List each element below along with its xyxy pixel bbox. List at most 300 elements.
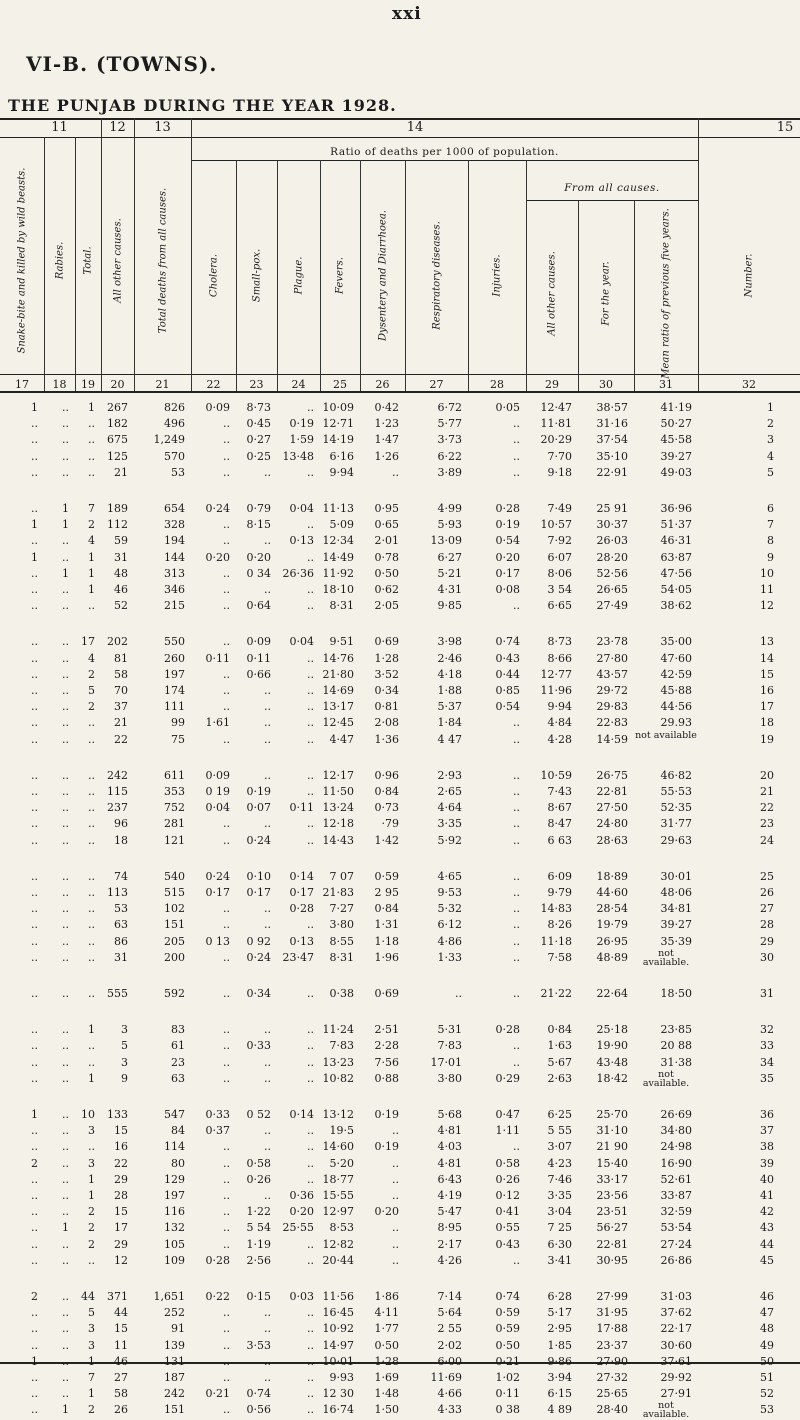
table-cell: 116 (164, 1205, 185, 1219)
table-cell: .. (31, 1124, 38, 1138)
table-cell: 0 34 (246, 566, 271, 580)
table-cell: 53 (760, 1403, 774, 1417)
table-cell: .. (31, 1338, 38, 1352)
table-cell: 45 (760, 1253, 774, 1267)
table-cell: 45·88 (660, 684, 692, 697)
table-cell: 28·40 (596, 1403, 628, 1417)
table-cell: 44 (760, 1237, 774, 1251)
table-cell: .. (31, 801, 38, 815)
table-cell: .. (62, 1124, 69, 1138)
table-cell: .. (392, 1253, 399, 1267)
table-cell: 0·78 (374, 550, 399, 564)
table-cell: not available. (642, 947, 690, 968)
table-cell: 21·83 (322, 886, 354, 899)
table-cell: .. (307, 1306, 314, 1320)
table-cell: .. (264, 1306, 271, 1320)
table-cell: 14 (760, 651, 774, 665)
table-cell: 22 (114, 1156, 128, 1170)
table-cell: 53 (114, 902, 128, 916)
table-cell: 0·47 (495, 1108, 520, 1121)
table-cell: 1,249 (153, 433, 185, 447)
table-cell: 5·92 (437, 833, 462, 847)
table-cell: 14·76 (322, 651, 354, 665)
table-cell: 29·83 (596, 700, 628, 714)
table-cell: .. (31, 583, 38, 596)
table-cell: 197 (164, 667, 185, 681)
table-cell: .. (31, 833, 38, 847)
table-cell: .. (307, 1156, 314, 1170)
table-cell: 0·26 (495, 1172, 520, 1186)
table-cell: .. (62, 1156, 69, 1170)
table-cell: 0·74 (495, 635, 520, 649)
table-cell: .. (307, 1237, 314, 1251)
table-cell: .. (513, 1253, 520, 1267)
table-cell: 20 88 (660, 1039, 692, 1053)
table-cell: 0·20 (246, 550, 271, 564)
table-cell: 1·84 (437, 716, 462, 730)
table-cell: 13 (760, 635, 774, 649)
table-cell: 12 (760, 599, 774, 613)
table-cell: .. (223, 1140, 230, 1154)
table-cell: .. (223, 1322, 230, 1336)
table-cell: 1·77 (374, 1322, 399, 1336)
table-cell: 44·60 (596, 886, 628, 899)
table-cell: 22·83 (596, 716, 628, 730)
table-cell: 44 (114, 1306, 128, 1320)
table-cell: 0 92 (246, 934, 271, 948)
table-cell: 36·96 (660, 502, 692, 515)
table-cell: .. (223, 817, 230, 831)
table-cell: .. (62, 465, 69, 479)
table-cell: .. (307, 833, 314, 847)
table-cell: 7·83 (437, 1039, 462, 1053)
table-cell: 14·49 (322, 550, 354, 564)
table-cell: 8·26 (547, 918, 572, 932)
table-cell: 14·19 (322, 433, 354, 447)
table-cell: .. (88, 1055, 95, 1069)
table-cell: 36 (760, 1108, 774, 1121)
table-cell: 2 (88, 1237, 95, 1251)
table-cell: 4·28 (547, 732, 572, 746)
table-cell: 3·35 (437, 817, 462, 831)
table-cell: 205 (164, 934, 185, 948)
table-cell: .. (513, 1055, 520, 1069)
table-cell: 8 (767, 534, 774, 548)
table-cell: 5·17 (547, 1306, 572, 1320)
column-number: 31 (659, 378, 673, 391)
table-cell: 12·47 (540, 401, 572, 414)
header-fevers: Fevers. (334, 257, 346, 294)
table-cell: 49·03 (660, 465, 692, 479)
column-number: 30 (599, 378, 613, 391)
table-cell: 0·20 (289, 1205, 314, 1219)
table-cell: 1·69 (374, 1371, 399, 1384)
table-cell: .. (88, 902, 95, 916)
table-cell: 194 (164, 534, 185, 548)
table-cell: .. (307, 1338, 314, 1352)
column-number-top: 13 (154, 120, 171, 135)
header-snake: Snake-bite and killed by wild beasts. (16, 167, 28, 354)
rule-all-causes (526, 200, 698, 201)
table-cell: 1 (88, 1387, 95, 1401)
table-cell: 9·86 (547, 1354, 572, 1368)
table-cell: 1 (31, 1108, 38, 1121)
table-cell: 1·42 (374, 833, 399, 847)
table-cell: 29·63 (660, 833, 692, 847)
table-cell: .. (62, 833, 69, 847)
table-cell: .. (88, 449, 95, 463)
table-cell: 12·17 (322, 768, 354, 782)
table-cell: 1·22 (246, 1205, 271, 1219)
table-cell: 4·81 (437, 1124, 462, 1138)
table-cell: 8·66 (547, 651, 572, 665)
table-cell: 28 (114, 1189, 128, 1202)
table-cell: 33·17 (596, 1172, 628, 1186)
table-cell: 1 (88, 1023, 95, 1037)
table-cell: .. (307, 1253, 314, 1267)
table-cell: 0·54 (495, 700, 520, 714)
table-cell: .. (62, 1253, 69, 1267)
table-cell: 40 (760, 1172, 774, 1186)
table-cell: .. (307, 401, 314, 414)
table-cell: 1 (62, 518, 69, 532)
table-cell: 0·14 (289, 1108, 314, 1121)
table-cell: 27 (760, 902, 774, 916)
table-cell: 187 (164, 1371, 185, 1384)
table-cell: 11·24 (322, 1023, 354, 1037)
table-cell: 0·50 (495, 1338, 520, 1352)
table-cell: .. (62, 950, 69, 964)
table-cell: .. (31, 1172, 38, 1186)
table-cell: 2·95 (547, 1322, 572, 1336)
table-cell: .. (307, 599, 314, 613)
table-cell: .. (62, 401, 69, 414)
table-cell: 27 (114, 1371, 128, 1384)
table-cell: 19 (760, 732, 774, 746)
table-cell: 0·24 (205, 869, 230, 883)
table-cell: not available (635, 729, 697, 741)
table-cell: 8·55 (329, 934, 354, 948)
table-cell: 0·28 (289, 902, 314, 916)
table-cell: 27·90 (596, 1354, 628, 1368)
table-cell: 15 (114, 1322, 128, 1336)
table-cell: 0·04 (289, 635, 314, 649)
table-cell: 826 (164, 401, 185, 414)
section-heading: VI-B. (TOWNS). (26, 52, 218, 76)
table-cell: 1·48 (374, 1387, 399, 1401)
table-cell: 0·59 (374, 869, 399, 883)
table-cell: 0·74 (246, 1387, 271, 1401)
table-cell: 4·11 (374, 1306, 399, 1320)
table-cell: 74 (114, 869, 128, 883)
table-cell: 0·11 (289, 801, 314, 815)
table-cell: 0·43 (495, 651, 520, 665)
table-cell: .. (62, 433, 69, 447)
table-cell: 37·54 (596, 433, 628, 447)
table-cell: 10·59 (540, 768, 572, 782)
table-cell: 61 (171, 1039, 185, 1053)
table-cell: 56·27 (596, 1221, 628, 1235)
table-cell: 151 (164, 918, 185, 932)
table-cell: 63 (171, 1071, 185, 1085)
table-cell: .. (307, 1354, 314, 1368)
table-cell: 30·01 (660, 869, 692, 883)
table-cell: 21·22 (540, 987, 572, 1000)
table-cell: 30·60 (660, 1338, 692, 1352)
table-cell: 41·19 (660, 401, 692, 414)
table-cell: 10·57 (540, 518, 572, 532)
table-cell: 5 55 (547, 1124, 572, 1138)
table-cell: .. (223, 918, 230, 932)
table-cell: 26·65 (596, 583, 628, 596)
table-cell: .. (223, 732, 230, 746)
table-cell: 17 (760, 700, 774, 714)
table-cell: 1·11 (495, 1124, 520, 1138)
column-divider (191, 118, 192, 391)
table-cell: .. (513, 785, 520, 798)
table-cell: 1·18 (374, 934, 399, 948)
table-cell: 86 (114, 934, 128, 948)
table-cell: 252 (164, 1306, 185, 1320)
table-cell: .. (31, 1371, 38, 1384)
table-cell: 5 (767, 465, 774, 479)
table-cell: 27·32 (596, 1371, 628, 1384)
table-cell: .. (62, 1172, 69, 1186)
table-cell: 31·77 (660, 817, 692, 831)
table-cell: 30 (760, 950, 774, 964)
table-cell: 8·06 (547, 566, 572, 580)
column-divider (698, 118, 699, 391)
table-cell: .. (223, 1055, 230, 1069)
column-number-top: 11 (51, 120, 68, 135)
table-cell: .. (307, 1023, 314, 1037)
table-cell: 31·10 (596, 1124, 628, 1138)
table-cell: 44 (81, 1290, 95, 1303)
table-cell: .. (62, 1338, 69, 1352)
table-cell: 6·25 (547, 1108, 572, 1121)
table-cell: 4·65 (437, 869, 462, 883)
table-cell: 0·34 (374, 684, 399, 697)
table-cell: 281 (164, 817, 185, 831)
table-cell: 4·84 (547, 716, 572, 730)
table-cell: 15 (760, 667, 774, 681)
column-divider (634, 200, 635, 391)
table-cell: 13·09 (430, 534, 462, 548)
table-cell: 34·81 (660, 902, 692, 916)
table-cell: 15·40 (596, 1156, 628, 1170)
table-cell: .. (62, 684, 69, 697)
table-cell: 131 (164, 1354, 185, 1368)
table-cell: .. (31, 1055, 38, 1069)
table-cell: 592 (164, 987, 185, 1000)
table-cell: 7·49 (547, 502, 572, 515)
column-number: 18 (52, 378, 67, 391)
table-cell: .. (88, 886, 95, 899)
table-cell: .. (88, 987, 95, 1000)
table-cell: .. (307, 732, 314, 746)
column-number: 26 (375, 378, 390, 391)
table-cell: 0·24 (205, 502, 230, 515)
table-cell: 1 (88, 566, 95, 580)
table-cell: 1 (88, 401, 95, 414)
table-cell: 0·24 (246, 950, 271, 964)
table-cell: .. (223, 534, 230, 548)
table-cell: 15·55 (322, 1189, 354, 1202)
table-cell: 43·57 (596, 667, 628, 681)
table-cell: 31 (114, 550, 128, 564)
table-cell: 0·13 (289, 934, 314, 948)
table-cell: 16 (760, 684, 774, 697)
table-cell: .. (392, 1156, 399, 1170)
table-cell: 80 (171, 1156, 185, 1170)
table-cell: 25·65 (596, 1387, 628, 1401)
table-cell: .. (62, 716, 69, 730)
table-cell: 113 (107, 886, 128, 899)
table-cell: 58 (114, 1387, 128, 1401)
table-cell: .. (223, 1023, 230, 1037)
table-cell: 26·03 (596, 534, 628, 548)
table-cell: 7 25 (547, 1221, 572, 1235)
table-cell: .. (264, 465, 271, 479)
table-cell: 47·60 (660, 651, 692, 665)
table-cell: 3 (121, 1055, 128, 1069)
table-cell: 22·17 (660, 1322, 692, 1336)
table-cell: 13·48 (282, 449, 314, 463)
table-cell: 1·86 (374, 1290, 399, 1303)
table-cell: .. (62, 1371, 69, 1384)
table-cell: 0·09 (205, 401, 230, 414)
table-cell: 3·89 (437, 465, 462, 479)
table-cell: 22·81 (596, 785, 628, 798)
header-all-other-causes: All other causes. (112, 218, 123, 303)
table-cell: 5 (88, 1306, 95, 1320)
table-cell: 0·95 (374, 502, 399, 515)
table-cell: 3·35 (547, 1189, 572, 1202)
table-cell: .. (88, 599, 95, 613)
column-divider (468, 160, 469, 391)
table-cell: 112 (107, 518, 128, 532)
table-cell: 6 63 (547, 833, 572, 847)
table-cell: 39·27 (660, 918, 692, 932)
header-injuries: Injuries. (491, 254, 503, 297)
table-cell: 1 (31, 550, 38, 564)
table-cell: 1·63 (547, 1039, 572, 1053)
table-cell: 19·90 (596, 1039, 628, 1053)
table-cell: 75 (171, 732, 185, 746)
table-cell: 0·96 (374, 768, 399, 782)
table-cell: 1 (88, 1071, 95, 1085)
table-cell: 27·91 (660, 1387, 692, 1401)
table-cell: .. (31, 700, 38, 714)
table-cell: 11·56 (322, 1290, 354, 1303)
table-cell: .. (223, 1071, 230, 1085)
table-cell: .. (392, 1221, 399, 1235)
table-cell: 3 (88, 1156, 95, 1170)
table-cell: .. (223, 1221, 230, 1235)
table-cell: .. (88, 950, 95, 964)
table-cell: 237 (107, 801, 128, 815)
table-cell: 26·86 (660, 1253, 692, 1267)
table-cell: 540 (164, 869, 185, 883)
table-cell: 17 (81, 635, 95, 649)
table-cell: 35·00 (660, 635, 692, 649)
table-cell: 5·32 (437, 902, 462, 916)
table-cell: 3·80 (437, 1071, 462, 1085)
table-cell: 83 (171, 1023, 185, 1037)
column-number: 17 (15, 378, 29, 391)
table-cell: 9 (121, 1071, 128, 1085)
table-cell: 555 (107, 987, 128, 1000)
table-cell: .. (392, 1189, 399, 1202)
table-cell: 0·21 (205, 1387, 230, 1401)
table-cell: 0·43 (495, 1237, 520, 1251)
table-cell: 43 (760, 1221, 774, 1235)
table-cell: 26·75 (596, 768, 628, 782)
table-cell: 0·17 (205, 886, 230, 899)
table-cell: .. (88, 817, 95, 831)
table-cell: 48·06 (660, 886, 692, 899)
table-cell: 29 (114, 1237, 128, 1251)
table-cell: 30·37 (596, 518, 628, 532)
column-divider (360, 160, 361, 391)
table-cell: 0 19 (205, 785, 230, 798)
table-cell: 2·56 (246, 1253, 271, 1267)
table-cell: 39·27 (660, 449, 692, 463)
table-cell: 37 (760, 1124, 774, 1138)
table-cell: .. (264, 902, 271, 916)
table-cell: 2 (31, 1290, 38, 1303)
table-cell: 8·73 (547, 635, 572, 649)
table-cell: 8·67 (547, 801, 572, 815)
rule-header-bottom (0, 391, 800, 393)
table-cell: .. (513, 433, 520, 447)
table-cell: 1 (31, 401, 38, 414)
table-cell: 0·69 (374, 987, 399, 1000)
table-cell: 0·22 (205, 1290, 230, 1303)
table-cell: .. (513, 869, 520, 883)
table-cell: .. (88, 1140, 95, 1154)
table-cell: 3·94 (547, 1371, 572, 1384)
table-cell: .. (307, 1039, 314, 1053)
column-number-top: 12 (109, 120, 126, 135)
table-cell: 1·28 (374, 1354, 399, 1368)
table-cell: .. (31, 716, 38, 730)
table-cell: 550 (164, 635, 185, 649)
table-cell: .. (62, 987, 69, 1000)
table-cell: .. (307, 1387, 314, 1401)
table-cell: 14·43 (322, 833, 354, 847)
table-cell: .. (455, 987, 462, 1000)
table-cell: 18·42 (596, 1071, 628, 1085)
table-cell: 7·43 (547, 785, 572, 798)
table-cell: 26·95 (596, 934, 628, 948)
table-cell: .. (31, 635, 38, 649)
table-cell: 26 (114, 1403, 128, 1417)
table-cell: 8·95 (437, 1221, 462, 1235)
table-cell: 34 (760, 1055, 774, 1069)
table-cell: 3·98 (437, 635, 462, 649)
table-cell: 2·46 (437, 651, 462, 665)
table-cell: 9·18 (547, 465, 572, 479)
table-cell: .. (392, 1124, 399, 1138)
table-cell: .. (62, 886, 69, 899)
table-cell: 19·79 (596, 918, 628, 932)
table-cell: 44·56 (660, 700, 692, 714)
table-cell: 2 55 (437, 1322, 462, 1336)
table-cell: 115 (107, 785, 128, 798)
table-cell: 1·88 (437, 684, 462, 697)
table-cell: 515 (164, 886, 185, 899)
